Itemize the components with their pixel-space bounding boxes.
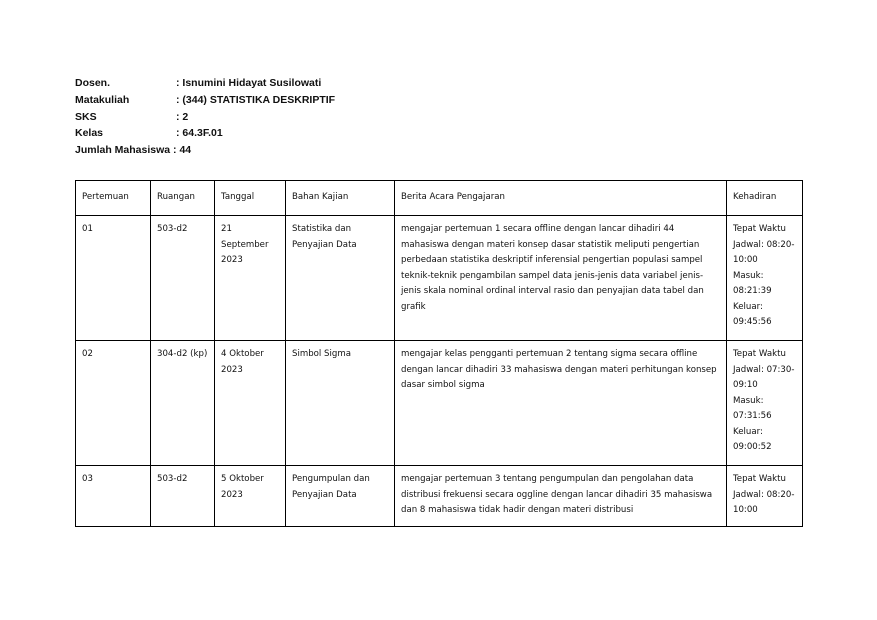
- ruangan-cell: 304-d2 (kp): [151, 341, 215, 466]
- kehadiran-jadwal: Jadwal: 07:30-09:10: [733, 364, 795, 390]
- pertemuan-cell: 03: [76, 466, 151, 527]
- col-header-ruangan: Ruangan: [151, 181, 215, 216]
- berita-acara-cell: mengajar pertemuan 1 secara offline dengan lancar dihadiri 44 mahasiswa dengan materi konsep dasar statistik meliputi pengertian perbedaan statistika deskriptif inferensial pengertian populasi sampel teknik-teknik pengambilan sampel data jenis-jenis data variabel jenis-jenis skala nominal ordinal interval rasio dan penyajian data tabel dan grafik: [395, 216, 727, 341]
- jumlah-label: Jumlah Mahasiswa: [75, 144, 171, 157]
- kehadiran-jadwal: Jadwal: 08:20-10:00: [733, 239, 795, 265]
- col-header-berita-acara: Berita Acara Pengajaran: [395, 181, 727, 216]
- jumlah-row: [75, 142, 335, 159]
- matakuliah-row: [75, 92, 335, 109]
- tanggal-cell: 21 September 2023: [215, 216, 286, 341]
- tanggal-cell: 4 Oktober 2023: [215, 341, 286, 466]
- sks-value: : 2: [176, 110, 189, 123]
- dosen-label: Dosen.: [75, 77, 111, 89]
- attendance-table: [75, 180, 803, 527]
- kehadiran-status: Tepat Waktu: [733, 224, 786, 234]
- kehadiran-masuk: Masuk: 08:21:39: [733, 270, 772, 296]
- kehadiran-keluar: Keluar: 09:45:56: [733, 301, 772, 327]
- course-header: [75, 75, 335, 159]
- col-header-bahan-kajian: Bahan Kajian: [286, 181, 395, 216]
- table-row: [76, 341, 803, 466]
- table-row: [76, 216, 803, 341]
- col-header-tanggal: Tanggal: [215, 181, 286, 216]
- berita-acara-cell: mengajar pertemuan 3 tentang pengumpulan dan pengolahan data distribusi frekuensi secara oggline dengan lancar dihadiri 35 mahasiswa dan 8 mahasiswa tidak hadir dengan materi distribusi: [395, 466, 727, 527]
- pertemuan-cell: 01: [76, 216, 151, 341]
- kehadiran-keluar: Keluar: 09:00:52: [733, 426, 772, 452]
- berita-acara-cell: mengajar kelas pengganti pertemuan 2 tentang sigma secara offline dengan lancar dihadiri 33 mahasiswa dengan materi perhitungan konsep dasar simbol sigma: [395, 341, 727, 466]
- matakuliah-value: : (344) STATISTIKA DESKRIPTIF: [176, 93, 336, 106]
- kehadiran-masuk: Masuk: 07:31:56: [733, 395, 772, 421]
- kehadiran-cell: [727, 341, 803, 466]
- pertemuan-cell: 02: [76, 341, 151, 466]
- table-row: [76, 466, 803, 527]
- kehadiran-cell: [727, 216, 803, 341]
- sks-row: [75, 109, 335, 126]
- tanggal-cell: 5 Oktober 2023: [215, 466, 286, 527]
- kelas-row: [75, 125, 335, 142]
- ruangan-cell: 503-d2: [151, 466, 215, 527]
- kehadiran-jadwal: Jadwal: 08:20-10:00: [733, 489, 795, 515]
- col-header-kehadiran: Kehadiran: [727, 181, 803, 216]
- kehadiran-cell: [727, 466, 803, 527]
- col-header-pertemuan: Pertemuan: [76, 181, 151, 216]
- bahan-kajian-cell: Statistika dan Penyajian Data: [286, 216, 395, 341]
- kelas-label: Kelas: [75, 127, 104, 140]
- matakuliah-label: Matakuliah: [75, 93, 130, 106]
- bahan-kajian-cell: Simbol Sigma: [286, 341, 395, 466]
- ruangan-cell: 503-d2: [151, 216, 215, 341]
- jumlah-value: : 44: [173, 144, 192, 157]
- dosen-row: [75, 75, 335, 92]
- table-header-row: [76, 181, 803, 216]
- kelas-value: : 64.3F.01: [176, 127, 223, 140]
- bahan-kajian-cell: Pengumpulan dan Penyajian Data: [286, 466, 395, 527]
- kehadiran-status: Tepat Waktu: [733, 349, 786, 359]
- dosen-value: : Isnumini Hidayat Susilowati: [176, 77, 322, 89]
- kehadiran-status: Tepat Waktu: [733, 474, 786, 484]
- sks-label: SKS: [75, 110, 97, 123]
